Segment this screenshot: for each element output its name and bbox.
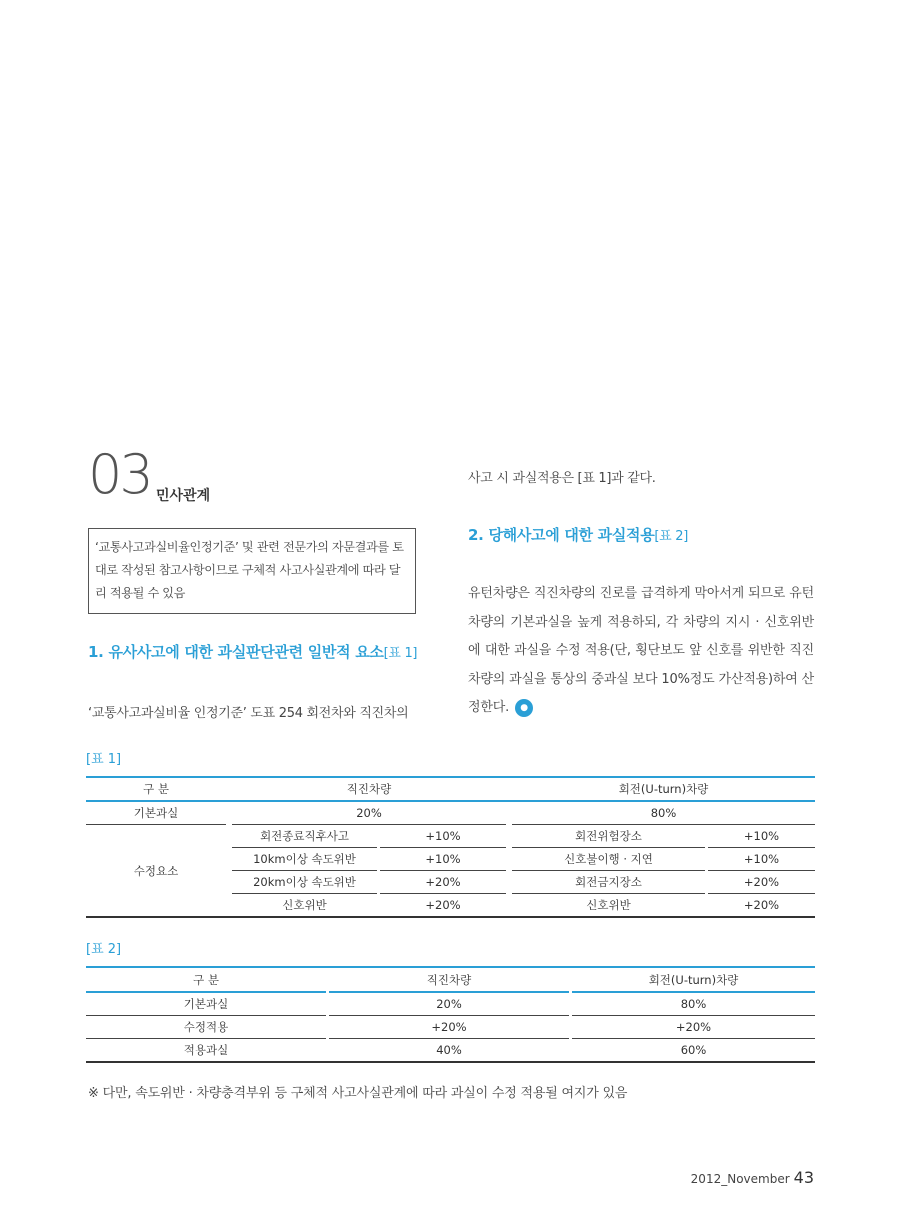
table1-cell: +10%	[708, 825, 815, 848]
table2-cell: 기본과실	[86, 993, 326, 1016]
table1-base-label: 기본과실	[86, 802, 226, 825]
table1-adjust-label: 수정요소	[86, 825, 226, 918]
table1-head-uturn: 회전(U-turn)차량	[512, 776, 815, 802]
table-row	[86, 993, 815, 1016]
notice-box: ‘교통사고과실비율인정기준’ 및 관련 전문가의 자문결과를 토대로 작성된 참고사항이므로 구체적 사고사실관계에 따라 달리 적용될 수 있음	[88, 528, 416, 614]
table2-label: [표 2]	[86, 942, 122, 957]
table1-cell: +20%	[380, 894, 506, 918]
table1-head-straight: 직진차량	[232, 776, 506, 802]
page-footer	[691, 1168, 814, 1187]
table2-head-straight: 직진차량	[329, 966, 569, 993]
table1-cell: +20%	[708, 871, 815, 894]
section-number: 03	[88, 443, 151, 506]
section-title: 민사관계	[156, 488, 211, 504]
table1-cell: +20%	[380, 871, 506, 894]
heading-1-ref: [표 1]	[383, 646, 418, 661]
table1-cell: 10km이상 속도위반	[232, 848, 377, 871]
table2-cell: 60%	[572, 1039, 815, 1063]
table1-cell: 신호위반	[512, 894, 705, 918]
table1-header-row	[86, 776, 815, 802]
issue-label: 2012_November	[690, 1172, 790, 1186]
table2-cell: 80%	[572, 993, 815, 1016]
table2-cell: 수정적용	[86, 1016, 326, 1039]
table1-head-category: 구 분	[86, 776, 226, 802]
table1-cell: 회전금지장소	[512, 871, 705, 894]
table1-base-row	[86, 802, 815, 825]
table2-cell: +20%	[329, 1016, 569, 1039]
magazine-logo-icon: ●	[515, 699, 533, 717]
table2-cell: 40%	[329, 1039, 569, 1063]
footnote: ※ 다만, 속도위반 · 차량충격부위 등 구체적 사고사실관계에 따라 과실이 수정 적용될 여지가 있음	[88, 1086, 628, 1101]
table1-cell: +10%	[380, 825, 506, 848]
table1-cell: 20km이상 속도위반	[232, 871, 377, 894]
right-paragraph	[468, 580, 814, 723]
page-number: 43	[793, 1168, 814, 1187]
left-paragraph-line: ‘교통사고과실비율 인정기준’ 도표 254 회전차와 직진차의	[88, 706, 409, 721]
table1-cell: 신호위반	[232, 894, 377, 918]
heading-2-ref: [표 2]	[654, 529, 689, 544]
table2-cell: 적용과실	[86, 1039, 326, 1063]
table-row	[86, 825, 815, 848]
heading-2-text: 2. 당해사고에 대한 과실적용	[468, 526, 655, 544]
table1-base-straight: 20%	[232, 802, 506, 825]
table-row	[86, 1016, 815, 1039]
table1-cell: 회전종료직후사고	[232, 825, 377, 848]
table2-cell: +20%	[572, 1016, 815, 1039]
table1-cell: +10%	[380, 848, 506, 871]
table1-cell: 회전위험장소	[512, 825, 705, 848]
heading-2	[468, 524, 688, 545]
heading-1-text: 1. 유사사고에 대한 과실판단관련 일반적 요소	[88, 643, 384, 661]
table1-cell: +20%	[708, 894, 815, 918]
table-2	[86, 966, 815, 1063]
table1-base-uturn: 80%	[512, 802, 815, 825]
table2-cell: 20%	[329, 993, 569, 1016]
table2-head-category: 구 분	[86, 966, 326, 993]
table1-label: [표 1]	[86, 752, 122, 767]
table2-head-uturn: 회전(U-turn)차량	[572, 966, 815, 993]
table1-cell: +10%	[708, 848, 815, 871]
table-row	[86, 1039, 815, 1063]
right-paragraph-text: 유턴차량은 직진차량의 진로를 급격하게 막아서게 되므로 유턴차량의 기본과실을 높게 적용하되, 각 차량의 지시 · 신호위반에 대한 과실을 수정 적용(단, 횡단보도 앞 신호를 위반한 직진차량의 과실을 통상의 중과실 보다 10%정도 가산적용)하여 산정한다.	[468, 586, 814, 715]
table-1	[86, 776, 815, 918]
table1-cell: 신호불이행 · 지연	[512, 848, 705, 871]
table2-header-row	[86, 966, 815, 993]
heading-1	[88, 641, 417, 662]
right-top-line: 사고 시 과실적용은 [표 1]과 같다.	[468, 471, 656, 486]
